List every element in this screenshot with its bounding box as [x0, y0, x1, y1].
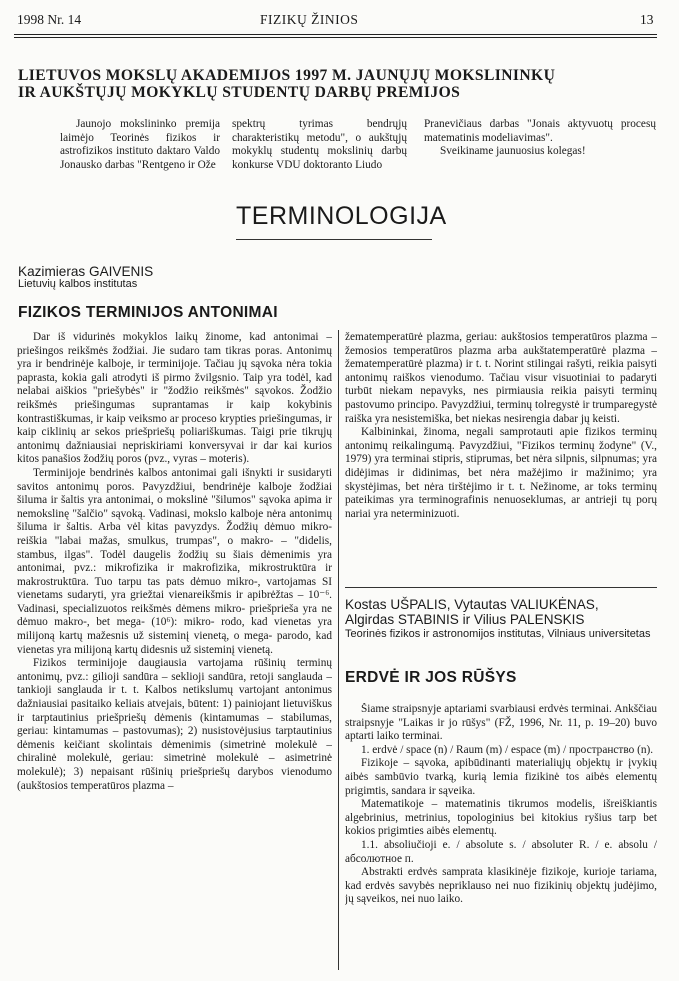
header-journal: FIZIKŲ ŽINIOS: [260, 12, 359, 27]
header-issue: 1998 Nr. 14: [17, 12, 82, 27]
awards-title-line1: LIETUVOS MOKSLŲ AKADEMIJOS 1997 M. JAUNŲJŲ MOKSLININKŲ: [18, 67, 556, 84]
awards-greeting: Sveikiname jaunuosius kolegas!: [440, 145, 586, 158]
article2-authors-line1: Kostas UŠPALIS, Vytautas VALIUKĖNAS,: [345, 597, 599, 612]
awards-column-1: [60, 118, 220, 172]
article2-term-1-1: 1.1. absoliučioji e. / absolute s. / absoluter R. / e. absolu / абсолютное п.: [345, 838, 657, 865]
article1-title: FIZIKOS TERMINIJOS ANTONIMAI: [18, 304, 278, 321]
article1-right-column: [345, 331, 657, 581]
article1-paragraph-4: žematemperatūrė plazma, geriau: aukštosios temperatūros plazma – žemosios temperatūros plazma arba aukštatemperatūrė plazma – žematemperatūrė plazma) ir t. t. Norint stilingai rašyti, reikia paisyti antonimų raiškos vienodumo. Tačiau visur visuotiniai to padaryti turbūt niekam nepavyks, nes pirmiausia reikia paisyti terminų pastovumo principo. Pavyzdžiui, terminų tolregystė ir trumparegystė raiška yra nesistemiška, bet niekas nesirengia dabar jų keisti.: [345, 331, 657, 425]
awards-title-line2: IR AUKŠTŲJŲ MOKYKLŲ STUDENTŲ DARBŲ PREMIJOS: [18, 84, 461, 101]
header-page-number: 13: [640, 12, 654, 27]
article1-author: Kazimieras GAIVENIS: [18, 264, 154, 279]
article2-title: ERDVĖ IR JOS RŪŠYS: [345, 669, 517, 686]
article-separator-rule: [345, 587, 657, 588]
article1-paragraph-3: Fizikos terminijoje daugiausia vartojama rūšinių terminų antonimų, pvz.: gilioji sandūra – seklioji sandūra, retoji sanglauda – tankioji sanglauda ir t. t. Kalbos netikslumų vartojant antonimus dažniausiai pasitaiko keliais atvejais, būtent: 1) painiojant lietuviškus ir tarptautinius priešpriešų dėmenis (kintamumas – stabilumas, geriau: kintamumas – pastovumas); 2) nusistovėjusius tarptautinius dėmenis keičiant skolintais dėmenimis (simetrinė molekulė – chiralinė molekulė, geriau: simetrinė molekulė – asimetrinė molekulė); 3) nepaisant rūšinių priešpriešų darybos vienodumo (aukštosios temperatūros plazma –: [17, 657, 332, 792]
article2-term-1: 1. erdvė / space (n) / Raum (m) / espace (m) / пространство (n).: [361, 743, 654, 756]
section-heading: TERMINOLOGIJA: [236, 202, 447, 230]
awards-column-2: [232, 118, 407, 172]
column-divider: [338, 330, 339, 970]
awards-column-3: [424, 118, 656, 159]
article2-paragraph-physics: Fizikoje – sąvoka, apibūdinanti materialiųjų objektų ir įvykių aibės sambūvio tvarką, kurią lemia fizikinė tos aibės elementų prigimtis, sandara ir sąveika.: [345, 757, 657, 797]
awards-text-3: Pranevičiaus darbas "Jonais aktyvuotų procesų matematinis modeliavimas".: [424, 118, 656, 144]
article2-authors-line2: Algirdas STABINIS ir Vilius PALENSKIS: [345, 612, 585, 627]
article2-paragraph-math: Matematikoje – matematinis tikrumos modelis, išreiškiantis algebrinius, metrinius, topologinius bei kitokius ryšius tarp bet kokios prigimties aibės elementų.: [345, 798, 657, 838]
awards-text-2: spektrų tyrimas bendrųjų charakteristikų metodu", o aukštųjų mokyklų studentų mokslinių darbų konkurse VDU doktoranto Liudo: [232, 118, 407, 171]
article2-institution: Teorinės fizikos ir astronomijos institutas, Vilniaus universitetas: [345, 628, 651, 640]
article1-left-column: [17, 331, 332, 971]
article2-paragraph-abstract: Abstrakti erdvės samprata klasikinėje fizikoje, kurioje tariama, kad erdvės savybės nepriklauso nei nuo fizikinių objektų judėjimo, jų sąveikos, nei nuo laiko.: [345, 866, 657, 906]
article1-paragraph-2: Terminijoje bendrinės kalbos antonimai gali išnykti ir susidaryti savitos antonimų poros. Pavyzdžiui, bendrinėje kalboje žodžiai šiluma ir šaltis yra antonimai, o mokslinė "šilumos" sąvoka apima ir nemokslinę "šalčio" sąvoką. Vadinasi, mokslo kalboje nėra antonimų šiluma ir šaltis. Arba vėl kitas pavyzdys. Žodžių dėmuo mikro- reiškia "labai mažas, smulkus, trumpas", o makro- – "didelis, stambus, ilgas". Todėl daugelis žodžių su šiais dėmenimis yra antonimai, pvz.: mikrofizika ir makrofizika, mikrostruktūra ir makrostruktūra. Tuo tarpu tas pats dėmuo mikro-, vartojamas SI vienetams sudaryti, yra griežtai vienareikšmis ir apibrėžtas – 10⁻⁶. Vadinasi, specializuotos reikšmės dėmens mikro- priešprieša yra ne dėmuo makro-, bet mega- (10⁶): mikro- rodo, kad vienetas yra milijoną kartų mažesnis už sisteminį vienetą, o mega- parodo, kad vienetas yra milijoną kartų didesnis už sisteminį vienetą.: [17, 466, 332, 656]
article1-paragraph-1: Dar iš vidurinės mokyklos laikų žinome, kad antonimai – priešingos reikšmės žodžiai. Jie sudaro tam tikras poras. Antonimų yra ir bendrinėje kalboje, ir terminijoje. Tačiau jų sąvoka nėra tokia paprasta, kokia gali atrodyti iš pirmo žvilgsnio. Taip yra todėl, kad nelabai aiškios "priešybės" ir "žodžio reikšmės" sąvokos. Žodžio reikšmės priešingumas suprantamas ir kaip kokybinis kontrastiškumas, ir kaip veiksmo ar proceso krypties priešingumas, ir kaip ciklinių ar sekos priešpriešų poliariškumas. Taigi prie tikrųjų antonimų dažniausiai nepriskiriami konversyvai ir dar kai kurios kitos panašios žodžių poros (pvz., vyras – moteris).: [17, 331, 332, 466]
article1-paragraph-5: Kalbininkai, žinoma, negali samprotauti apie fizikos terminų antonimų reikalingumą. Pavyzdžiui, "Fizikos terminų žodyne" (V., 1979) yra terminai stipris, stiprumas, bet nėra silpnis, silpnumas; yra didėjimas ir didinimas, bet nėra mažėjimo ir mažinimo; yra skystėjimas, bet nėra tirštėjimo ir t. t. Nežinome, ar toks terminų pateikimas yra terminografinis nenuoseklumas, ar antrieji tų porų nariai yra neterminizuoti.: [345, 426, 657, 520]
section-heading-rule: [236, 239, 432, 240]
article2-paragraph-1: Šiame straipsnyje aptariami svarbiausi erdvės terminai. Ankščiau straipsnyje "Laikas ir jo rūšys" (FŽ, 1996, Nr. 11, p. 19–20) buvo aptarti laiko terminai.: [345, 703, 657, 743]
awards-text-1: Jaunojo mokslininko premija laimėjo Teorinės fizikos ir astrofizikos instituto daktaro Valdo Jonausko darbas "Rentgeno ir Ože: [60, 118, 220, 171]
article1-institution: Lietuvių kalbos institutas: [18, 278, 138, 290]
article2-column: [345, 703, 657, 975]
header-rule: [14, 34, 657, 38]
